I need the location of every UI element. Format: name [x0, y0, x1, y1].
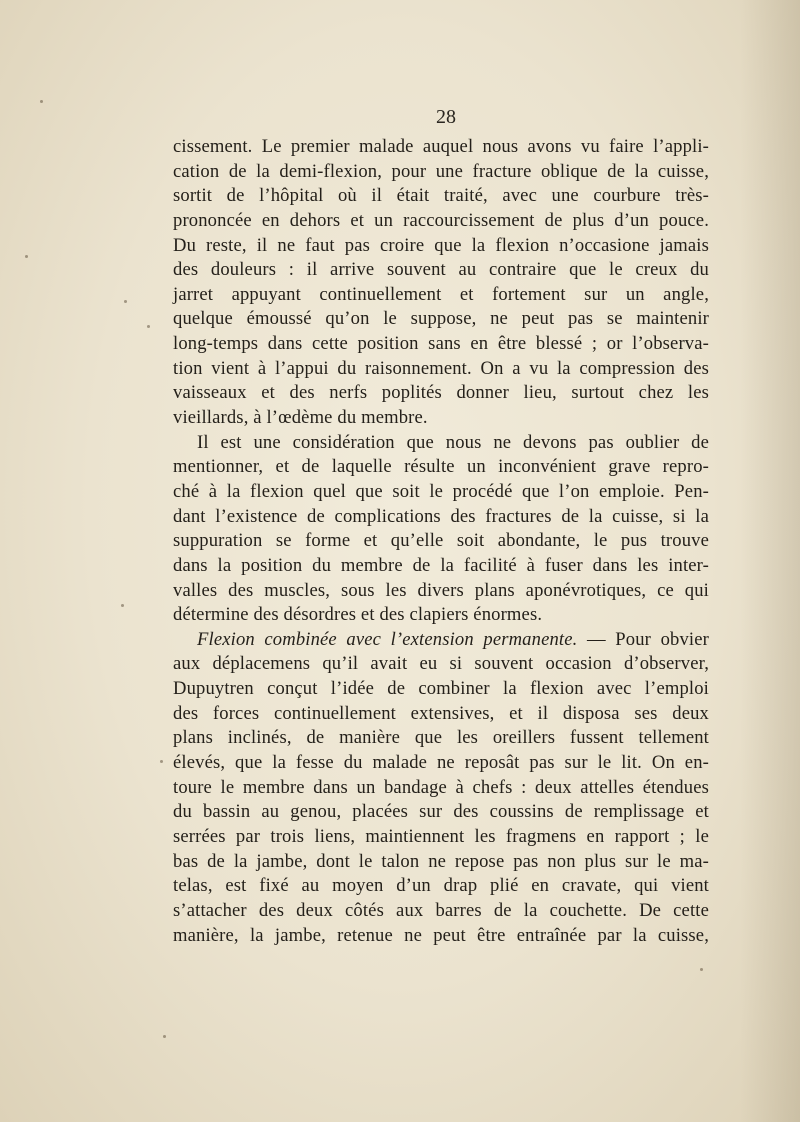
text-line: s’attacher des deux côtés aux barres de la couchette. De cette [173, 899, 709, 921]
text-line: cation de la demi-flexion, pour une fracture oblique de la cuisse, [173, 160, 709, 182]
paper-speck [121, 604, 124, 607]
text-line: dans la position du membre de la facilité à fuser dans les inter- [173, 554, 709, 576]
text-line: Il est une considération que nous ne devons pas oublier de [197, 431, 709, 453]
text-line: élevés, que la fesse du malade ne reposât pas sur le lit. On en- [173, 752, 709, 774]
section-heading: Flexion combinée avec l’extension permanente. [197, 628, 578, 650]
text-line: bas de la jambe, dont le talon ne repose pas non plus sur le ma- [173, 850, 709, 872]
text-line: tion vient à l’appui du raisonnement. On a vu la compression des [173, 357, 709, 379]
body-text [173, 135, 709, 948]
text-line: du bassin au genou, placées sur des coussins de remplissage et [173, 801, 709, 823]
section-heading-line [173, 628, 709, 653]
paper-speck [147, 325, 150, 328]
text-line: prononcée en dehors et un raccourcissement de plus d’un pouce. [173, 209, 709, 231]
text-line: manière, la jambe, retenue ne peut être entraînée par la cuisse, [173, 924, 709, 946]
text-line: des douleurs : il arrive souvent au contraire que le creux du [173, 259, 709, 281]
text-line: Du reste, il ne faut pas croire que la flexion n’occasione jamais [173, 234, 709, 256]
text-line: aux déplacemens qu’il avait eu si souvent occasion d’observer, [173, 653, 709, 675]
paper-speck [160, 760, 163, 763]
text-line: plans inclinés, de manière que les oreillers fussent tellement [173, 727, 709, 749]
text-line: jarret appuyant continuellement et fortement sur un angle, [173, 283, 709, 305]
text-line: toure le membre dans un bandage à chefs : deux attelles étendues [173, 776, 709, 798]
paper-speck [124, 300, 127, 303]
paper-speck [700, 968, 703, 971]
paper-speck [40, 100, 43, 103]
text-line: sortit de l’hôpital où il était traité, avec une courbure très- [173, 185, 709, 207]
text-line: ché à la flexion quel que soit le procédé que l’on emploie. Pen- [173, 480, 709, 502]
text-line: telas, est fixé au moyen d’un drap plié en cravate, qui vient [173, 875, 709, 897]
text-line: vieillards, à l’œdème du membre. [173, 407, 428, 429]
text-line: détermine des désordres et des clapiers énormes. [173, 604, 543, 626]
text-line: mentionner, et de laquelle résulte un inconvénient grave repro- [173, 456, 709, 478]
text-line: serrées par trois liens, maintiennent les fragmens en rapport ; le [173, 825, 709, 847]
text-line: cissement. Le premier malade auquel nous avons vu faire l’appli- [173, 136, 709, 157]
page-number: 28 [436, 106, 456, 128]
text-line: des forces continuellement extensives, et il disposa ses deux [173, 702, 709, 724]
text-line: vaisseaux et des nerfs poplités donner lieu, surtout chez les [173, 382, 709, 404]
page-edge-shadow [740, 0, 800, 1122]
text-line: valles des muscles, sous les divers plans aponévrotiques, ce qui [173, 579, 709, 601]
text-line: dant l’existence de complications des fractures de la cuisse, si la [173, 505, 709, 527]
paper-speck [25, 255, 28, 258]
text-line: Dupuytren conçut l’idée de combiner la flexion avec l’emploi [173, 678, 709, 700]
text-line: long-temps dans cette position sans en être blessé ; or l’observa- [173, 333, 709, 355]
text-line: quelque émoussé qu’on le suppose, ne peut pas se maintenir [173, 308, 709, 330]
text-line: — Pour obvier [577, 628, 709, 650]
text-line: suppuration se forme et qu’elle soit abondante, le pus trouve [173, 530, 709, 552]
paper-speck [163, 1035, 166, 1038]
